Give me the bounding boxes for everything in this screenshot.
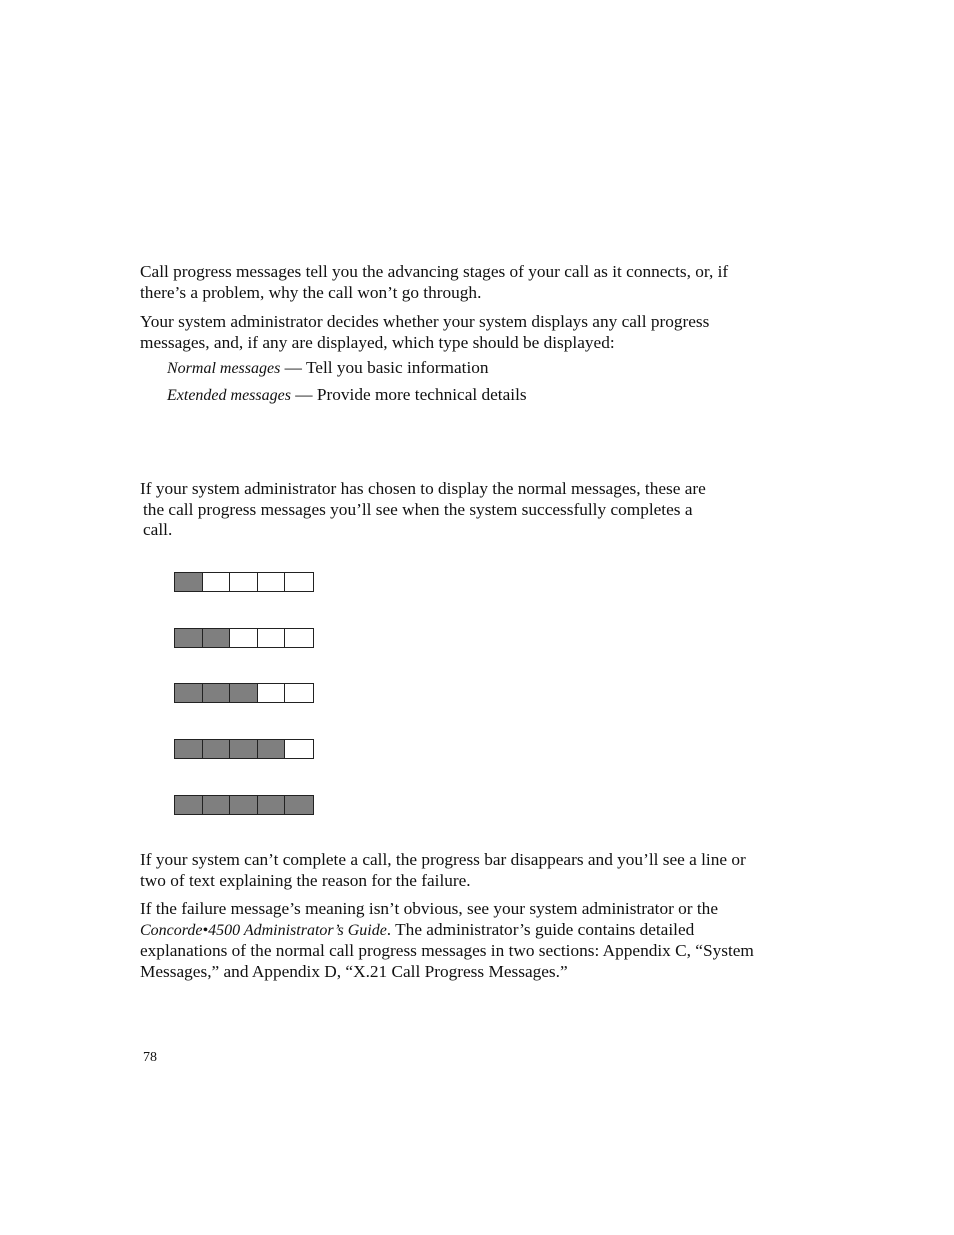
progress-segment-empty (258, 573, 286, 591)
paragraph-line: If your system administrator has chosen to display the normal messages, these are (140, 479, 706, 498)
message-type-extended (167, 385, 527, 407)
failure-help-paragraph (140, 899, 765, 982)
progress-segment-empty (258, 629, 286, 647)
message-type-term: Normal messages (167, 360, 281, 377)
progress-segment-empty (258, 684, 286, 702)
progress-segment-empty (230, 629, 258, 647)
progress-segment-empty (285, 740, 313, 758)
message-types-intro: Your system administrator decides whether your system displays any call progress messages, and, if any are displayed, which type should be displayed: (140, 312, 710, 352)
progress-bar (174, 795, 314, 815)
message-type-desc: — Tell you basic information (280, 358, 489, 377)
progress-segment-filled (258, 796, 286, 814)
normal-messages-paragraph (140, 479, 765, 541)
progress-segment-filled (230, 796, 258, 814)
progress-segment-filled (230, 740, 258, 758)
page-number: 78 (143, 1050, 157, 1065)
progress-bar (174, 628, 314, 648)
progress-bar (174, 572, 314, 592)
progress-segment-filled (203, 796, 231, 814)
progress-segment-filled (175, 684, 203, 702)
paragraph-line: the call progress messages you’ll see when the system successfully completes a (143, 499, 693, 519)
failure-help-text: If the failure message’s meaning isn’t obvious, see your system administrator or the (140, 899, 718, 918)
progress-segment-filled (175, 629, 203, 647)
guide-title: Concorde•4500 Administrator’s Guide (140, 921, 387, 939)
progress-bar (174, 683, 314, 703)
progress-segment-filled (175, 573, 203, 591)
message-type-term: Extended messages (167, 387, 291, 404)
progress-segment-filled (258, 740, 286, 758)
progress-segment-filled (230, 684, 258, 702)
message-type-desc: — Provide more technical details (290, 385, 527, 404)
progress-segment-empty (203, 573, 231, 591)
failure-help-text: . The administrator’s guide contains detailed explanations of the normal call progress messages in two sections: Appendix C, “System Messages,” and Appendix D, “X.21 Call Progress Messages.” (140, 919, 754, 981)
progress-segment-empty (230, 573, 258, 591)
progress-segment-empty (285, 684, 313, 702)
progress-segment-empty (285, 629, 313, 647)
failure-paragraph: If your system can’t complete a call, the progress bar disappears and you’ll see a line or two of text explaining the reason for the failure. (140, 850, 746, 890)
progress-segment-filled (203, 740, 231, 758)
progress-segment-filled (175, 796, 203, 814)
progress-segment-filled (175, 740, 203, 758)
progress-bar (174, 739, 314, 759)
progress-segment-filled (203, 684, 231, 702)
progress-segment-filled (203, 629, 231, 647)
progress-segment-filled (285, 796, 313, 814)
intro-paragraph: Call progress messages tell you the advancing stages of your call as it connects, or, if there’s a problem, why the call won’t go through. (140, 262, 729, 302)
paragraph-line: call. (143, 520, 173, 539)
message-type-normal (167, 358, 489, 380)
progress-segment-empty (285, 573, 313, 591)
